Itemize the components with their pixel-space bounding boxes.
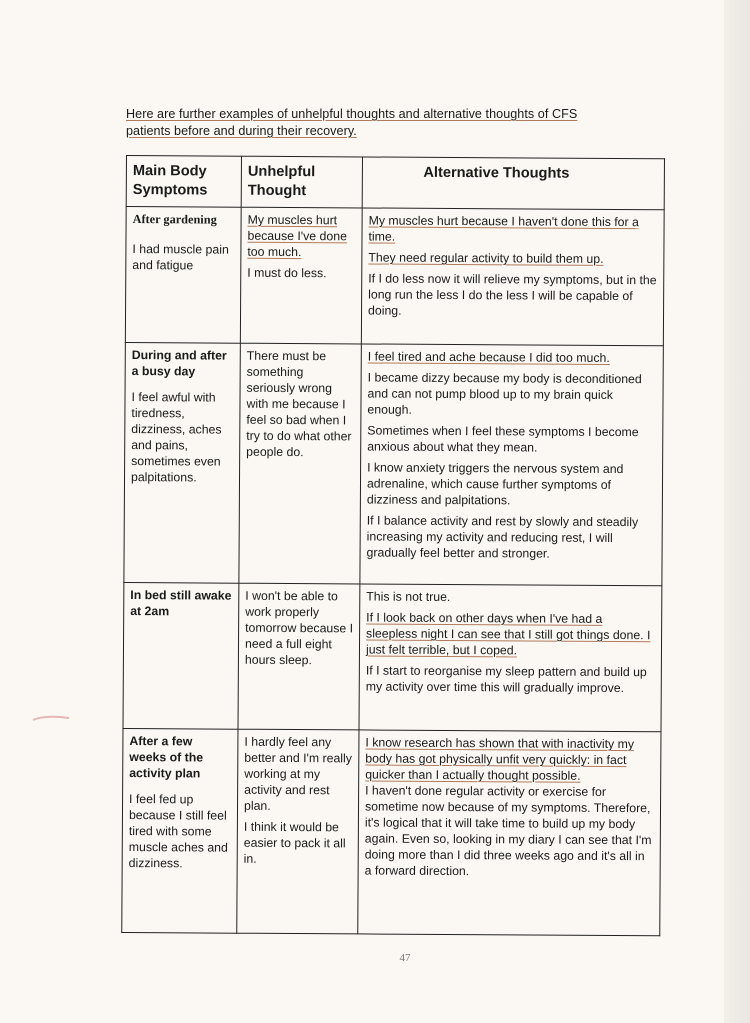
pen-mark (32, 714, 70, 722)
alternative-thought: This is not true. (366, 589, 451, 604)
header-alternative-thoughts: Alternative Thoughts (362, 157, 664, 210)
symptom-description: I had muscle pain and fatigue (132, 242, 229, 273)
alternative-thought: They need regular activity to build them up. (368, 250, 604, 266)
alternative-thought: If I start to reorganise my sleep pattern and build up my activity over time this will gradually improve. (365, 663, 647, 696)
symptom-title: In bed still awake at 2am (130, 588, 232, 619)
intro-text (126, 106, 646, 140)
alternative-thought: I know anxiety triggers the nervous system and adrenaline, which cause further symptoms of dizziness and palpitations. (366, 460, 624, 508)
table-row (124, 342, 663, 585)
unhelpful-cell (239, 343, 361, 584)
alternative-thought: If I look back on other days when I've had a sleepless night I can see that I still got things done. I just felt terrible, but I coped. (365, 610, 651, 658)
symptom-title: After gardening (132, 212, 217, 227)
unhelpful-thought: My muscles hurt because I've done too much. (247, 212, 347, 260)
alternative-thought: If I balance activity and rest by slowly and steadily increasing my activity and reducing rest, I will gradually feel better and stronger. (366, 513, 639, 561)
unhelpful-thought: I must do less. (247, 265, 327, 281)
unhelpful-thought: I won't be able to work properly tomorrow because I need a full eight hours sleep. (244, 588, 354, 668)
unhelpful-cell (237, 729, 359, 934)
page-edge (724, 0, 750, 1023)
table-row (123, 582, 662, 731)
symptom-cell (123, 582, 239, 729)
thoughts-table (121, 155, 665, 936)
unhelpful-thought: I think it would be easier to pack it all in. (243, 819, 346, 866)
alternative-thought: I feel tired and ache because I did too much. (367, 349, 610, 365)
unhelpful-thought: I hardly feel any better and I'm really working at my activity and rest plan. (243, 734, 352, 813)
alternative-thought: I became dizzy because my body is deconditioned and can not pump blood up to my brain quick enough. (367, 370, 642, 417)
intro-line-2: patients before and during their recovery. (126, 124, 357, 138)
alternative-cell (358, 730, 661, 936)
unhelpful-thought: There must be something seriously wrong with me because I feel so bad when I try to do what other people do. (246, 348, 352, 460)
header-main-body-symptoms: Main Body Symptoms (126, 156, 241, 208)
unhelpful-cell (238, 583, 360, 730)
table-row (122, 728, 661, 935)
symptom-description: I feel awful with tiredness, dizziness, aches and pains, sometimes even palpitations. (130, 390, 222, 485)
alternative-cell (359, 584, 662, 732)
symptom-cell (122, 728, 238, 933)
symptom-cell (125, 207, 241, 344)
symptom-title: During and after a busy day (131, 348, 227, 379)
intro-line-1: Here are further examples of unhelpful thoughts and alternative thoughts of CFS (126, 107, 578, 121)
alternative-cell (361, 208, 664, 346)
page-number: 47 (399, 952, 411, 964)
symptom-title: After a few weeks of the activity plan (129, 734, 204, 781)
table-header-row (126, 156, 664, 210)
alternative-thought: My muscles hurt because I haven't done this for a time. (368, 213, 639, 244)
unhelpful-cell (240, 207, 362, 344)
table-row (125, 207, 664, 346)
symptom-description: I feel fed up because I still feel tired with some muscle aches and dizziness. (128, 792, 228, 871)
alternative-thought: I haven't done regular activity or exercise for sometime now because of my symptoms. Therefore, it's logical that it will take time to build up my body again. Even so, looking in my diary I can see that I'm doing more than I did three weeks ago and it's all in a forward direction. (364, 783, 652, 879)
alternative-thought: I know research has shown that with inactivity my body has got physically unfit very quickly: in fact quicker than I actually thought possible. (365, 735, 635, 783)
symptom-cell (124, 342, 240, 583)
alternative-cell (360, 344, 663, 586)
alternative-thought: If I do less now it will relieve my symptoms, but in the long run the less I do the less I will be capable of doing. (368, 271, 657, 318)
header-unhelpful-thought: Unhelpful Thought (241, 156, 362, 208)
alternative-thought: Sometimes when I feel these symptoms I become anxious about what they mean. (367, 423, 639, 455)
